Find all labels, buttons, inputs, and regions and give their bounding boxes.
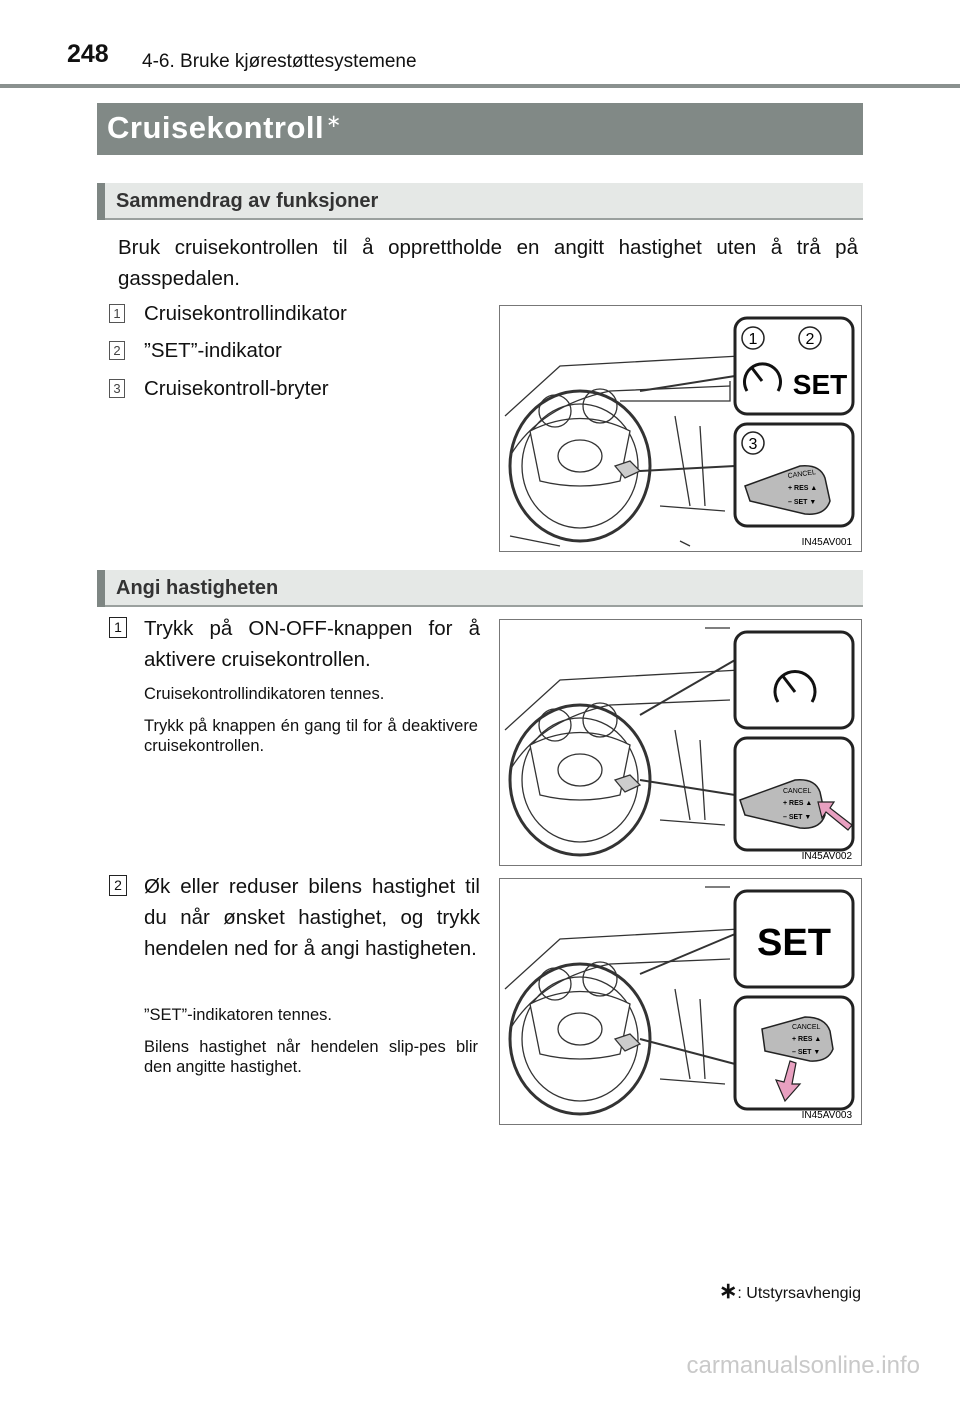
item-label: ”SET”-indikator: [144, 339, 282, 362]
set-indicator-label: SET: [757, 922, 831, 964]
step-instruction: Øk eller reduser bilens hastighet til du når ønsket hastighet, og trykk hendelen ned for å angi hastigheten.: [144, 875, 480, 960]
figure-cruise-overview: [499, 305, 862, 552]
step-instruction: Trykk på ON-OFF-knappen for å aktivere cruisekontrollen.: [144, 617, 480, 671]
figure-code: IN45AV002: [801, 851, 852, 862]
title-asterisk: ∗: [326, 110, 342, 131]
section-heading-summary: Sammendrag av funksjoner: [116, 190, 379, 212]
running-head: 4-6. Bruke kjørestøttesystemene: [142, 51, 417, 72]
section-heading-marker: [97, 570, 105, 607]
set-indicator-label: SET: [792, 369, 848, 400]
figure-set-speed: [499, 878, 862, 1125]
callout-number: 2: [805, 331, 815, 348]
footnote: [719, 1278, 861, 1304]
step-note: ”SET”-indikatoren tennes.: [144, 1006, 333, 1024]
dashboard-illustration: [500, 879, 860, 1123]
lever-text-set: – SET ▼: [788, 499, 817, 506]
dashboard-illustration: [500, 306, 860, 550]
dashboard-illustration: [500, 620, 860, 864]
page-number: 248: [67, 40, 109, 68]
lever-text-cancel: CANCEL: [792, 1024, 821, 1031]
footnote-asterisk: ∗: [718, 1278, 738, 1303]
callout-number: 3: [748, 436, 758, 453]
step-note: Cruisekontrollindikatoren tennes.: [144, 685, 385, 703]
page-title-text: Cruisekontroll: [107, 110, 325, 145]
callout-box-switch: [735, 424, 853, 526]
lever-text-set: – SET ▼: [792, 1049, 821, 1056]
header-rule: [0, 84, 960, 88]
footnote-text: : Utstyrsavhengig: [737, 1285, 861, 1302]
figure-code: IN45AV003: [801, 1110, 852, 1121]
lever-text-res: + RES ▲: [783, 800, 813, 807]
lever-text-res: + RES ▲: [792, 1036, 822, 1043]
lever-text-cancel: CANCEL: [787, 469, 817, 480]
step-note: Trykk på knappen én gang til for å deaktivere cruisekontrollen.: [144, 717, 478, 755]
intro-paragraph: Bruk cruisekontrollen til å opprettholde en angitt hastighet uten å trå på gasspedalen.: [118, 236, 858, 290]
page-title: [107, 110, 342, 146]
lever-text-cancel: CANCEL: [783, 788, 812, 795]
lever-text-set: – SET ▼: [783, 814, 812, 821]
figure-on-off: [499, 619, 862, 866]
figure-code: IN45AV001: [801, 537, 852, 548]
watermark: carmanualsonline.info: [686, 1352, 920, 1379]
step-note: Bilens hastighet når hendelen slip-pes blir den angitte hastighet.: [144, 1038, 478, 1076]
section-heading-set-speed: Angi hastigheten: [116, 577, 279, 599]
step-number: 1: [109, 617, 127, 638]
lever-text-res: + RES ▲: [788, 485, 818, 492]
item-number: 3: [109, 379, 125, 398]
callout-box-indicators: [735, 318, 853, 414]
item-number: 1: [109, 304, 125, 323]
callout-box-indicator: [735, 632, 853, 728]
item-label: Cruisekontroll-bryter: [144, 377, 329, 400]
section-heading-marker: [97, 183, 105, 220]
item-number: 2: [109, 341, 125, 360]
callout-number: 1: [748, 331, 758, 348]
step-number: 2: [109, 875, 127, 896]
item-label: Cruisekontrollindikator: [144, 302, 347, 325]
